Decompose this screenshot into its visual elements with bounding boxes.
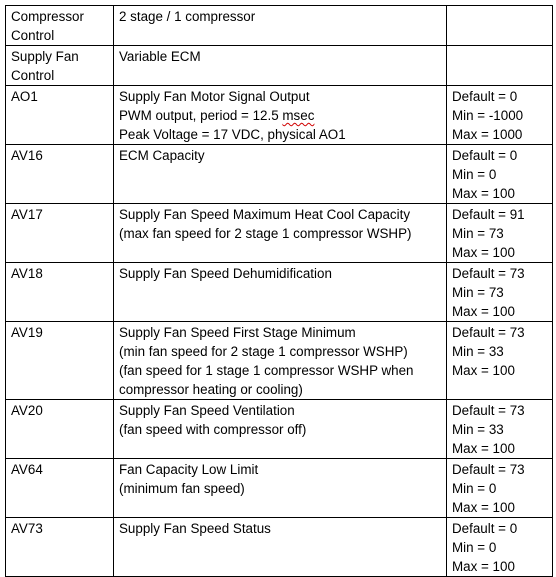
- table-row: [6, 459, 553, 518]
- table-row: [6, 145, 553, 204]
- point-name: AV20: [11, 403, 43, 418]
- point-name: Supply Fan Control: [11, 49, 79, 83]
- description-cell: [114, 459, 447, 518]
- default-value: Default = 73: [452, 325, 525, 340]
- limits-cell: [447, 518, 553, 577]
- max-value: Max = 100: [452, 441, 515, 456]
- max-value: Max = 1000: [452, 127, 523, 142]
- point-name: AV19: [11, 325, 43, 340]
- limits-cell: [447, 459, 553, 518]
- limits-cell: [447, 322, 553, 400]
- description-line: (fan speed with compressor off): [119, 422, 307, 437]
- table-row: [6, 204, 553, 263]
- table-row: [6, 518, 553, 577]
- point-cell: [6, 322, 114, 400]
- description-line: Supply Fan Speed Status: [119, 521, 271, 536]
- description-cell: [114, 322, 447, 400]
- default-value: Default = 73: [452, 266, 525, 281]
- max-value: Max = 100: [452, 304, 515, 319]
- point-name: AV17: [11, 207, 43, 222]
- max-value: Max = 100: [452, 363, 515, 378]
- description-cell: [114, 263, 447, 322]
- min-value: Min = 33: [452, 344, 504, 359]
- description-line: Supply Fan Speed Ventilation: [119, 403, 295, 418]
- point-cell: [6, 518, 114, 577]
- min-value: Min = 33: [452, 422, 504, 437]
- description-cell: [114, 145, 447, 204]
- min-value: Min = 73: [452, 226, 504, 241]
- table-row: [6, 263, 553, 322]
- description-line: Supply Fan Motor Signal Output: [119, 89, 310, 104]
- description-line: Supply Fan Speed Dehumidification: [119, 266, 332, 281]
- table-row: [6, 86, 553, 145]
- table-row: [6, 322, 553, 400]
- point-cell: [6, 204, 114, 263]
- description-line: (minimum fan speed): [119, 481, 245, 496]
- description-cell: [114, 46, 447, 86]
- description-cell: [114, 6, 447, 46]
- description-line: ECM Capacity: [119, 148, 205, 163]
- min-value: Min = -1000: [452, 108, 524, 123]
- min-value: Min = 73: [452, 285, 504, 300]
- default-value: Default = 91: [452, 207, 525, 222]
- point-cell: [6, 459, 114, 518]
- point-cell: [6, 86, 114, 145]
- point-name: AV18: [11, 266, 43, 281]
- point-cell: [6, 400, 114, 459]
- description-line: compressor heating or cooling): [119, 382, 303, 397]
- max-value: Max = 100: [452, 500, 515, 515]
- min-value: Min = 0: [452, 481, 497, 496]
- description-cell: [114, 400, 447, 459]
- description-cell: [114, 518, 447, 577]
- point-cell: [6, 6, 114, 46]
- limits-cell: [447, 204, 553, 263]
- default-value: Default = 0: [452, 148, 518, 163]
- default-value: Default = 0: [452, 89, 518, 104]
- description-line: PWM output, period = 12.5 msec: [119, 108, 315, 123]
- limits-cell: [447, 263, 553, 322]
- point-name: AV16: [11, 148, 43, 163]
- description-line: (max fan speed for 2 stage 1 compressor WSHP): [119, 226, 412, 241]
- description-line: Supply Fan Speed Maximum Heat Cool Capacity: [119, 207, 411, 222]
- description-cell: [114, 86, 447, 145]
- description-cell: [114, 204, 447, 263]
- limits-cell: [447, 6, 553, 46]
- point-cell: [6, 46, 114, 86]
- description-line: (fan speed for 1 stage 1 compressor WSHP when: [119, 363, 414, 378]
- spellcheck-word: msec: [282, 108, 315, 123]
- min-value: Min = 0: [452, 540, 497, 555]
- limits-cell: [447, 145, 553, 204]
- fan-control-spec-table: [5, 5, 553, 577]
- point-name: AV73: [11, 521, 43, 536]
- point-name: AV64: [11, 462, 43, 477]
- description-line: Fan Capacity Low Limit: [119, 462, 259, 477]
- description-line: Supply Fan Speed First Stage Minimum: [119, 325, 356, 340]
- max-value: Max = 100: [452, 245, 515, 260]
- point-cell: [6, 263, 114, 322]
- default-value: Default = 73: [452, 462, 525, 477]
- default-value: Default = 0: [452, 521, 518, 536]
- description-line: Variable ECM: [119, 49, 201, 64]
- limits-cell: [447, 400, 553, 459]
- table-row: [6, 46, 553, 86]
- description-line: 2 stage / 1 compressor: [119, 9, 256, 24]
- point-name: Compressor Control: [11, 9, 84, 43]
- description-line: (min fan speed for 2 stage 1 compressor WSHP): [119, 344, 408, 359]
- limits-cell: [447, 46, 553, 86]
- limits-cell: [447, 86, 553, 145]
- max-value: Max = 100: [452, 559, 515, 574]
- point-cell: [6, 145, 114, 204]
- max-value: Max = 100: [452, 186, 515, 201]
- table-row: [6, 6, 553, 46]
- default-value: Default = 73: [452, 403, 525, 418]
- description-line: Peak Voltage = 17 VDC, physical AO1: [119, 127, 346, 142]
- point-name: AO1: [11, 89, 38, 104]
- min-value: Min = 0: [452, 167, 497, 182]
- table-row: [6, 400, 553, 459]
